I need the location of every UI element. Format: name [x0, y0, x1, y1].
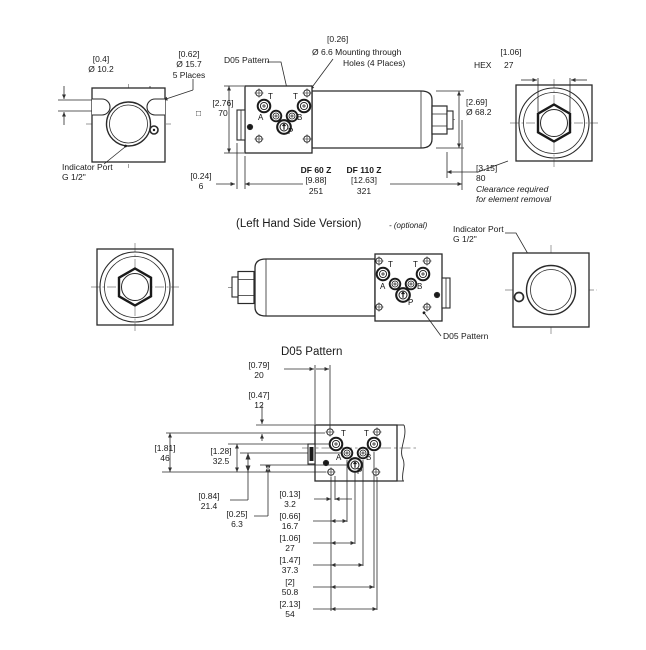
port-label-b: B [417, 282, 423, 291]
dim-12: [0.47] 12 [248, 390, 270, 411]
port-a [342, 448, 353, 459]
port-label-b: B [366, 453, 372, 462]
gauge-dot [323, 460, 328, 465]
top-left-end-view [58, 79, 193, 168]
square-symbol: □ [196, 108, 202, 118]
dim-notch: [0.4] Ø 10.2 [88, 54, 114, 75]
port-label-a: A [380, 282, 386, 291]
port-label-a: A [258, 113, 264, 122]
port-label-p: P [357, 467, 363, 476]
port-label-t: T [413, 260, 418, 269]
left-hand-title: (Left Hand Side Version) [236, 218, 362, 230]
dim-50-8: [2] 50.8 [281, 577, 299, 598]
gauge-dot [434, 292, 439, 297]
dim-46: [1.81] 46 [154, 443, 176, 464]
port-label-p: P [408, 298, 414, 307]
port-b [287, 111, 298, 122]
port-label-t: T [388, 260, 393, 269]
dim-20: [0.79] 20 [248, 360, 270, 381]
d05-pattern-callout: D05 Pattern [443, 331, 489, 341]
dim-hex-in: [1.06] [500, 47, 522, 57]
port-a [271, 111, 282, 122]
d05-pattern-callout: D05 Pattern [224, 55, 270, 65]
hex-label: HEX [474, 60, 492, 70]
dim-16-7: [0.66] 16.7 [279, 511, 301, 532]
port-label-b: B [297, 113, 303, 122]
length-model-a: DF 60 Z [9.88] 251 [300, 165, 332, 196]
left-hand-subtitle: - (optional) [389, 221, 428, 230]
indicator-port-label: Indicator Port G 1/2" [453, 224, 504, 245]
dim-54: [2.13] 54 [279, 599, 301, 620]
dim-boss: [0.24] 6 [190, 171, 212, 192]
port-label-t: T [293, 92, 298, 101]
dim-hex-mm: 27 [504, 60, 514, 70]
port-label-t: T [364, 429, 369, 438]
dim-counterbore: [0.62] Ø 15.7 5 Places [172, 49, 206, 80]
dim-width: [2.76] 70 [212, 98, 234, 119]
port-label-a: A [336, 453, 342, 462]
dim-mounting-line1: Ø 6.6 Mounting through [312, 47, 402, 57]
dim-mounting-in: [0.26] [327, 34, 349, 44]
dim-6-3: [0.25] 6.3 [226, 509, 248, 530]
dim-21-4: [0.84] 21.4 [198, 491, 220, 512]
middle-left-end-view [91, 243, 179, 331]
port-t-left [258, 100, 271, 113]
dim-37-3: [1.47] 37.3 [279, 555, 301, 576]
port-a [390, 279, 401, 290]
port-b [406, 279, 417, 290]
middle-assembly-view [228, 233, 543, 336]
dim-diameter: [2.69] Ø 68.2 [466, 97, 492, 118]
bottom-title: D05 Pattern [281, 346, 343, 358]
port-t-left [377, 268, 390, 281]
length-model-b: DF 110 Z [12.63] 321 [346, 165, 382, 196]
middle-right-end-view [505, 245, 597, 335]
port-label-t: T [268, 92, 273, 101]
dim-32-5: [1.28] 32.5 [210, 446, 232, 467]
gauge-dot [247, 124, 252, 129]
dim-27: [1.06] 27 [279, 533, 301, 554]
indicator-port-label: Indicator Port G 1/2" [62, 162, 113, 183]
port-t-right [368, 438, 381, 451]
port-t-right [417, 268, 430, 281]
port-t-left [330, 438, 343, 451]
port-label-t: T [341, 429, 346, 438]
mounting-hole-leader [310, 59, 333, 90]
clearance-note: [3.15] 80 Clearance required for element removal [476, 163, 552, 205]
top-right-end-view [510, 78, 598, 167]
port-t-right [298, 100, 311, 113]
dim-3-2: [0.13] 3.2 [279, 489, 301, 510]
port-label-p: P [288, 127, 294, 136]
dim-mounting-line2: Holes (4 Places) [343, 58, 406, 68]
